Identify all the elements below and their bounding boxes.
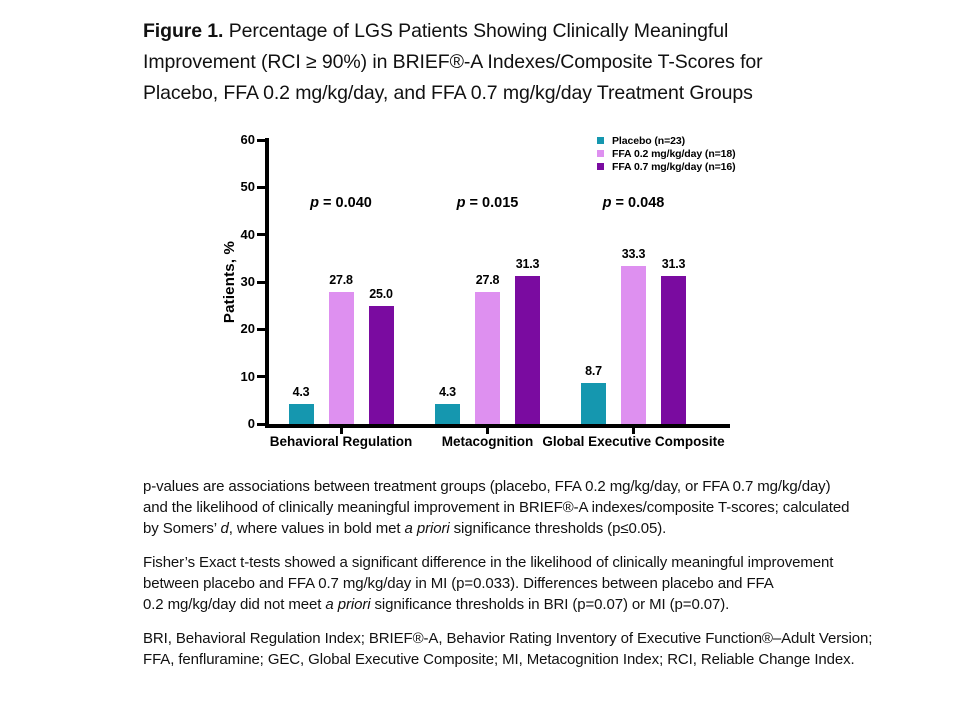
legend-swatch [597,137,604,144]
bar-value-label: 31.3 [661,256,686,271]
bar [369,306,394,424]
category-label: Global Executive Composite [542,434,725,449]
y-tick-label: 0 [247,416,255,431]
y-axis-label: Patients, % [221,240,238,324]
bar-value-label: 31.3 [515,256,540,271]
y-tick [257,423,265,426]
footnote-abbreviations: BRI, Behavioral Regulation Index; BRIEF®-A, Behavior Rating Inventory of Executive Function®–Adult Version; FFA, fenfluramine; GEC, Global Executive Composite; MI, Metacognition Index; RCI, Reliable Change Index. [143,630,873,668]
y-tick [257,139,265,142]
legend-item [597,147,736,160]
legend [597,134,736,173]
bar-value-label: 27.8 [329,273,353,288]
bar-value-label: 33.3 [621,247,646,262]
y-tick-label: 40 [240,226,255,242]
legend-label: FFA 0.2 mg/kg/day (n=18) [612,147,736,160]
bar [515,276,540,424]
bar [475,292,500,424]
legend-swatch [597,150,604,157]
y-tick-label: 60 [240,132,255,147]
bar-value-label: 4.3 [292,384,310,399]
bar-value-label: 4.3 [439,384,456,399]
legend-swatch [597,163,604,170]
y-tick-label: 30 [240,274,255,289]
y-tick [257,328,265,331]
bar [581,383,606,424]
p-value-label: p = 0.040 [310,195,372,211]
x-axis-line [265,424,730,428]
bar-value-label: 8.7 [585,363,602,378]
y-tick-label: 10 [240,368,255,384]
bar [621,266,646,424]
footnote-fisher: Fisher’s Exact t-tests showed a significant difference in the likelihood of clinically meaningful improvement between placebo and FFA 0.7 mg/kg/day in MI (p=0.033). Differences between placebo and FFA 0.2 mg/kg/day did not meet a priori significance thresholds in BRI (p=0.07) or MI (p=0.07). [143,554,834,613]
legend-item [597,134,736,147]
legend-item [597,160,736,173]
category-label: Metacognition [441,434,534,449]
figure-footnotes [143,476,943,683]
y-tick [257,375,265,378]
y-tick-label: 20 [240,321,255,337]
figure-caption: Figure 1. Percentage of LGS Patients Showing Clinically Meaningful Improvement (RCI ≥ 90%) in BRIEF®-A Indexes/Composite T-Scores for Placebo, FFA 0.2 mg/kg/day, and FFA 0.7 mg/kg/day Treatment Groups [143,20,763,104]
bar [435,404,460,424]
y-tick [257,186,265,189]
legend-label: Placebo (n=23) [612,134,686,147]
y-tick [257,233,265,236]
bar-value-label: 25.0 [369,286,393,301]
bar-value-label: 27.8 [475,273,500,288]
legend-label: FFA 0.7 mg/kg/day (n=16) [612,160,736,173]
y-axis-line [265,138,269,428]
y-tick [257,281,265,284]
y-tick-label: 50 [240,179,255,195]
bar [661,276,686,424]
p-value-label: p = 0.048 [602,195,665,211]
p-value-label: p = 0.015 [456,195,519,211]
bar [329,292,354,424]
bar [289,404,314,424]
category-label: Behavioral Regulation [269,434,413,449]
footnote-pvalues: p-values are associations between treatment groups (placebo, FFA 0.2 mg/kg/day, or FFA 0.7 mg/kg/day) and the likelihood of clinically meaningful improvement in BRIEF®-A indexes/composite T-scores; calculated by Somers’ d, where values in bold met a priori significance thresholds (p≤0.05). [143,478,850,537]
